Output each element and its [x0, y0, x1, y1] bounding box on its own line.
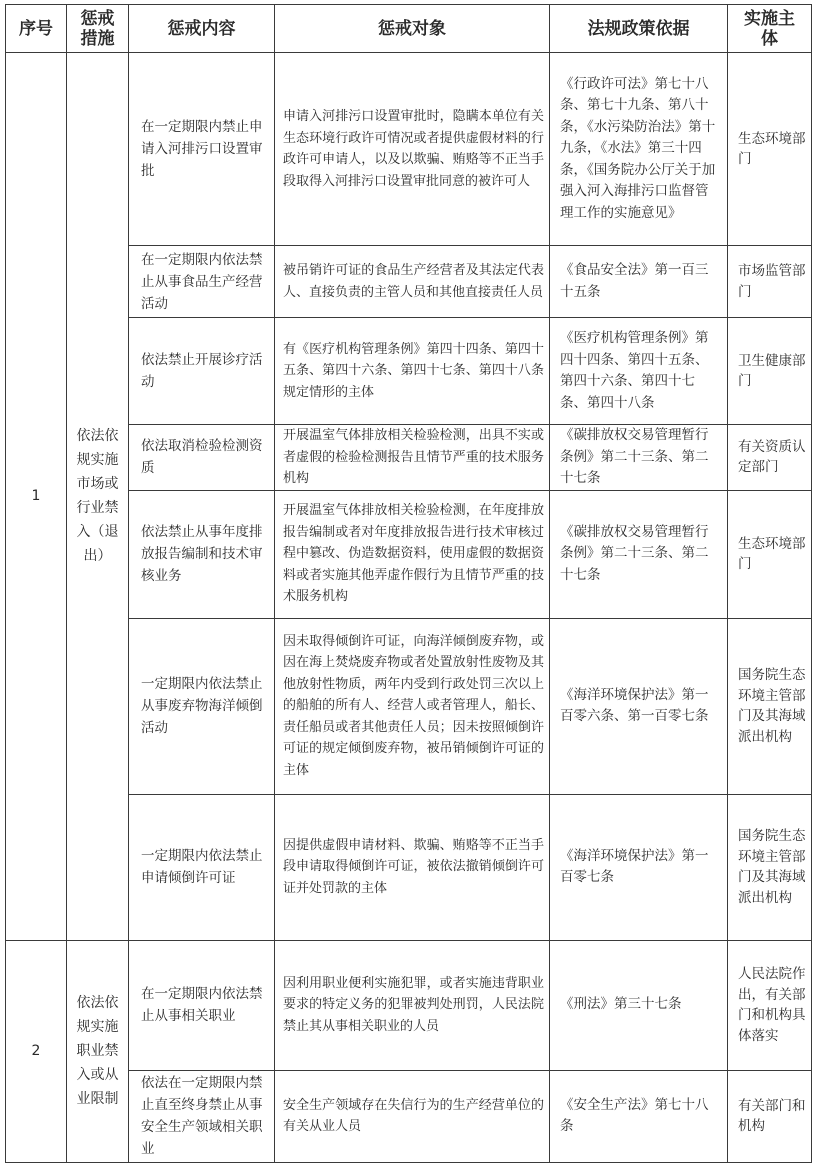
row-subject: 人民法院作出，有关部门和机构具体落实 [728, 940, 812, 1070]
row-basis: 《碳排放权交易管理暂行条例》第二十三条、第二十七条 [550, 425, 728, 491]
row-content: 依法禁止开展诊疗活动 [129, 318, 275, 425]
row-subject: 国务院生态环境主管部门及其海域派出机构 [728, 794, 812, 940]
row-target: 因提供虚假申请材料、欺骗、贿赂等不正当手段申请取得倾倒许可证，被依法撤销倾倒许可证并处罚款的主体 [275, 794, 550, 940]
group-measure: 依法依规实施职业禁入或从业限制 [67, 940, 129, 1162]
row-target: 被吊销许可证的食品生产经营者及其法定代表人、直接负责的主管人员和其他直接责任人员 [275, 246, 550, 318]
row-content: 依法在一定期限内禁止直至终身禁止从事安全生产领域相关职业 [129, 1070, 275, 1162]
row-subject: 市场监管部门 [728, 246, 812, 318]
row-basis: 《刑法》第三十七条 [550, 940, 728, 1070]
group-index: 1 [6, 53, 67, 941]
row-basis: 《行政许可法》第七十八条、第七十九条、第八十条，《水污染防治法》第十九条，《水法》第三十四条，《国务院办公厅关于加强入河入海排污口监督管理工作的实施意见》 [550, 53, 728, 246]
disciplinary-measures-table [5, 4, 812, 1163]
row-subject: 国务院生态环境主管部门及其海域派出机构 [728, 618, 812, 794]
header-target: 惩戒对象 [275, 5, 550, 53]
row-subject: 生态环境部门 [728, 53, 812, 246]
row-content: 一定期限内依法禁止申请倾倒许可证 [129, 794, 275, 940]
header-subject: 实施主体 [728, 5, 812, 53]
group-measure: 依法依规实施市场或行业禁入（退出） [67, 53, 129, 941]
row-basis: 《医疗机构管理条例》第四十四条、第四十五条、第四十六条、第四十七条、第四十八条 [550, 318, 728, 425]
table-row [6, 940, 812, 1070]
row-content: 在一定期限内依法禁止从事相关职业 [129, 940, 275, 1070]
row-content: 依法禁止从事年度排放报告编制和技术审核业务 [129, 490, 275, 618]
header-measure: 惩戒措施 [67, 5, 129, 53]
row-content: 在一定期限内禁止申请入河排污口设置审批 [129, 53, 275, 246]
row-basis: 《海洋环境保护法》第一百零七条 [550, 794, 728, 940]
group-index: 2 [6, 940, 67, 1162]
row-target: 有《医疗机构管理条例》第四十四条、第四十五条、第四十六条、第四十七条、第四十八条规定情形的主体 [275, 318, 550, 425]
row-basis: 《碳排放权交易管理暂行条例》第二十三条、第二十七条 [550, 490, 728, 618]
row-target: 开展温室气体排放相关检验检测，出具不实或者虚假的检验检测报告且情节严重的技术服务机构 [275, 425, 550, 491]
row-subject: 有关资质认定部门 [728, 425, 812, 491]
row-target: 因未取得倾倒许可证，向海洋倾倒废弃物，或因在海上焚烧废弃物或者处置放射性废物及其他放射性物质，两年内受到行政处罚三次以上的船舶的所有人、经营人或者管理人，船长、责任船员或者其他责任人员；因未按照倾倒许可证的规定倾倒废弃物，被吊销倾倒许可证的主体 [275, 618, 550, 794]
row-subject: 有关部门和机构 [728, 1070, 812, 1162]
row-basis: 《食品安全法》第一百三十五条 [550, 246, 728, 318]
row-content: 依法取消检验检测资质 [129, 425, 275, 491]
row-target: 因利用职业便利实施犯罪，或者实施违背职业要求的特定义务的犯罪被判处刑罚，人民法院禁止其从事相关职业的人员 [275, 940, 550, 1070]
row-subject: 卫生健康部门 [728, 318, 812, 425]
row-content: 在一定期限内依法禁止从事食品生产经营活动 [129, 246, 275, 318]
header-content: 惩戒内容 [129, 5, 275, 53]
row-basis: 《海洋环境保护法》第一百零六条、第一百零七条 [550, 618, 728, 794]
row-target: 开展温室气体排放相关检验检测，在年度排放报告编制或者对年度排放报告进行技术审核过程中篡改、伪造数据资料，使用虚假的数据资料或者实施其他弄虚作假行为且情节严重的技术服务机构 [275, 490, 550, 618]
header-index: 序号 [6, 5, 67, 53]
row-basis: 《安全生产法》第七十八条 [550, 1070, 728, 1162]
header-row [6, 5, 812, 53]
row-target: 安全生产领域存在失信行为的生产经营单位的有关从业人员 [275, 1070, 550, 1162]
row-target: 申请入河排污口设置审批时，隐瞒本单位有关生态环境行政许可情况或者提供虚假材料的行政许可申请人，以及以欺骗、贿赂等不正当手段取得入河排污口设置审批同意的被许可人 [275, 53, 550, 246]
header-basis: 法规政策依据 [550, 5, 728, 53]
row-subject: 生态环境部门 [728, 490, 812, 618]
table-row [6, 53, 812, 246]
row-content: 一定期限内依法禁止从事废弃物海洋倾倒活动 [129, 618, 275, 794]
